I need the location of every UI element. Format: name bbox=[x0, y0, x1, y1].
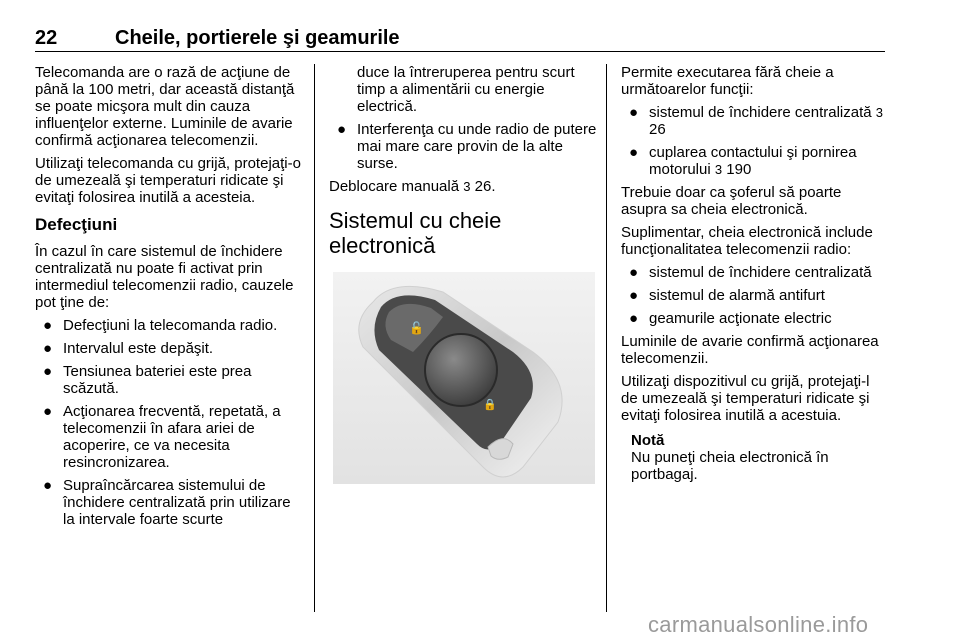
bullet-icon: ● bbox=[43, 403, 53, 420]
remote-functions-list bbox=[621, 264, 889, 327]
device-care-paragraph: Utilizaţi dispozitivul cu grijă, protejaţi-l de umezeală şi temperaturi ridicate şi evitaţi folosirea inutilă a acestuia. bbox=[621, 373, 870, 424]
bullet-icon: ● bbox=[337, 121, 347, 138]
column-middle bbox=[329, 64, 597, 484]
faults-intro: În cazul în care sistemul de închidere centralizată nu poate fi activat prin intermediul telecomenzii radio, cauzele pot ţine de: bbox=[35, 243, 294, 311]
list-item: ● Acţionarea frecventă, repetată, a telecomenzii în afara ariei de acoperire, ce va necesita resincronizarea. bbox=[43, 403, 281, 471]
list-item: ● Interferenţa cu unde radio de putere mai mare care provin de la alte surse. bbox=[337, 121, 597, 172]
column-divider-right bbox=[606, 64, 607, 612]
chapter-title: Cheile, portierele şi geamurile bbox=[115, 27, 400, 49]
bullet-icon: ● bbox=[629, 310, 639, 327]
page-ref-arrow-icon: 3 bbox=[463, 179, 471, 194]
remote-intro: Suplimentar, cheia electronică include funcţionalitatea telecomenzii radio: bbox=[621, 224, 873, 258]
bullet-continuation: duce la întreruperea pentru scurt timp a alimentării cu energie electrică. bbox=[357, 64, 575, 115]
electronic-key-illustration bbox=[333, 272, 595, 484]
svg-text:🔒: 🔒 bbox=[483, 398, 497, 411]
header-divider bbox=[35, 51, 885, 52]
care-paragraph: Utilizaţi telecomanda cu grijă, protejaţi-o de umezeală şi temperaturi ridicate şi evitaţi folosirea inutilă a acesteia. bbox=[35, 155, 301, 206]
page-header bbox=[35, 27, 885, 53]
list-item: ● cuplarea contactului şi pornirea motorului 3 190 bbox=[629, 144, 857, 178]
bullet-icon: ● bbox=[629, 144, 639, 161]
bullet-icon: ● bbox=[629, 104, 639, 121]
list-item: ● Intervalul este depăşit. bbox=[43, 340, 214, 357]
list-item: ● sistemul de închidere centralizată 3 26 bbox=[629, 104, 884, 138]
list-item: ● sistemul de alarmă antifurt bbox=[629, 287, 825, 304]
keyless-intro: Permite executarea fără cheie a următoarelor funcţii: bbox=[621, 64, 834, 98]
list-item: ● geamurile acţionate electric bbox=[629, 310, 832, 327]
bullet-icon: ● bbox=[43, 317, 53, 334]
range-paragraph: Telecomanda are o rază de acţiune de până la 100 metri, dar această distanţă se poate micşora mult din cauza influenţelor externe. Luminile de avarie confirmă acţionarea telecomenzii. bbox=[35, 64, 295, 149]
column-divider-left bbox=[314, 64, 315, 612]
watermark-footer: carmanualsonline.info bbox=[648, 612, 869, 637]
page-number: 22 bbox=[35, 27, 58, 49]
note-title: Notă bbox=[631, 432, 665, 449]
bullet-icon: ● bbox=[43, 477, 53, 494]
list-item: ● Supraîncărcarea sistemului de închidere centralizată prin utilizare la intervale foarte scurte bbox=[43, 477, 291, 528]
note-text: Nu puneţi cheia electronică în portbagaj. bbox=[631, 449, 829, 483]
column-left bbox=[35, 64, 303, 534]
hazard-confirm-paragraph: Luminile de avarie confirmă acţionarea telecomenzii. bbox=[621, 333, 879, 367]
bullet-icon: ● bbox=[43, 340, 53, 357]
driver-paragraph: Trebuie doar ca şoferul să poarte asupra sa cheia electronică. bbox=[621, 184, 842, 218]
faults-list bbox=[35, 317, 303, 528]
bullet-icon: ● bbox=[629, 264, 639, 281]
list-item: ● Tensiunea bateriei este prea scăzută. bbox=[43, 363, 252, 397]
section-heading-faults: Defecţiuni bbox=[35, 215, 118, 234]
bullet-icon: ● bbox=[629, 287, 639, 304]
svg-text:🔓: 🔓 bbox=[409, 321, 424, 335]
column-right bbox=[621, 64, 889, 483]
bullet-icon: ● bbox=[43, 363, 53, 380]
section-heading-keyless: Sistemul cu cheie electronică bbox=[329, 208, 502, 258]
list-item: ● sistemul de închidere centralizată bbox=[629, 264, 872, 281]
interference-list bbox=[329, 121, 597, 172]
page-ref-arrow-icon: 3 bbox=[714, 162, 723, 177]
list-item: ● Defecţiuni la telecomanda radio. bbox=[43, 317, 278, 334]
page-ref-arrow-icon: 3 bbox=[875, 105, 884, 120]
keyless-functions-list bbox=[621, 104, 889, 178]
manual-unlock-reference: Deblocare manuală 3 26. bbox=[329, 178, 496, 195]
